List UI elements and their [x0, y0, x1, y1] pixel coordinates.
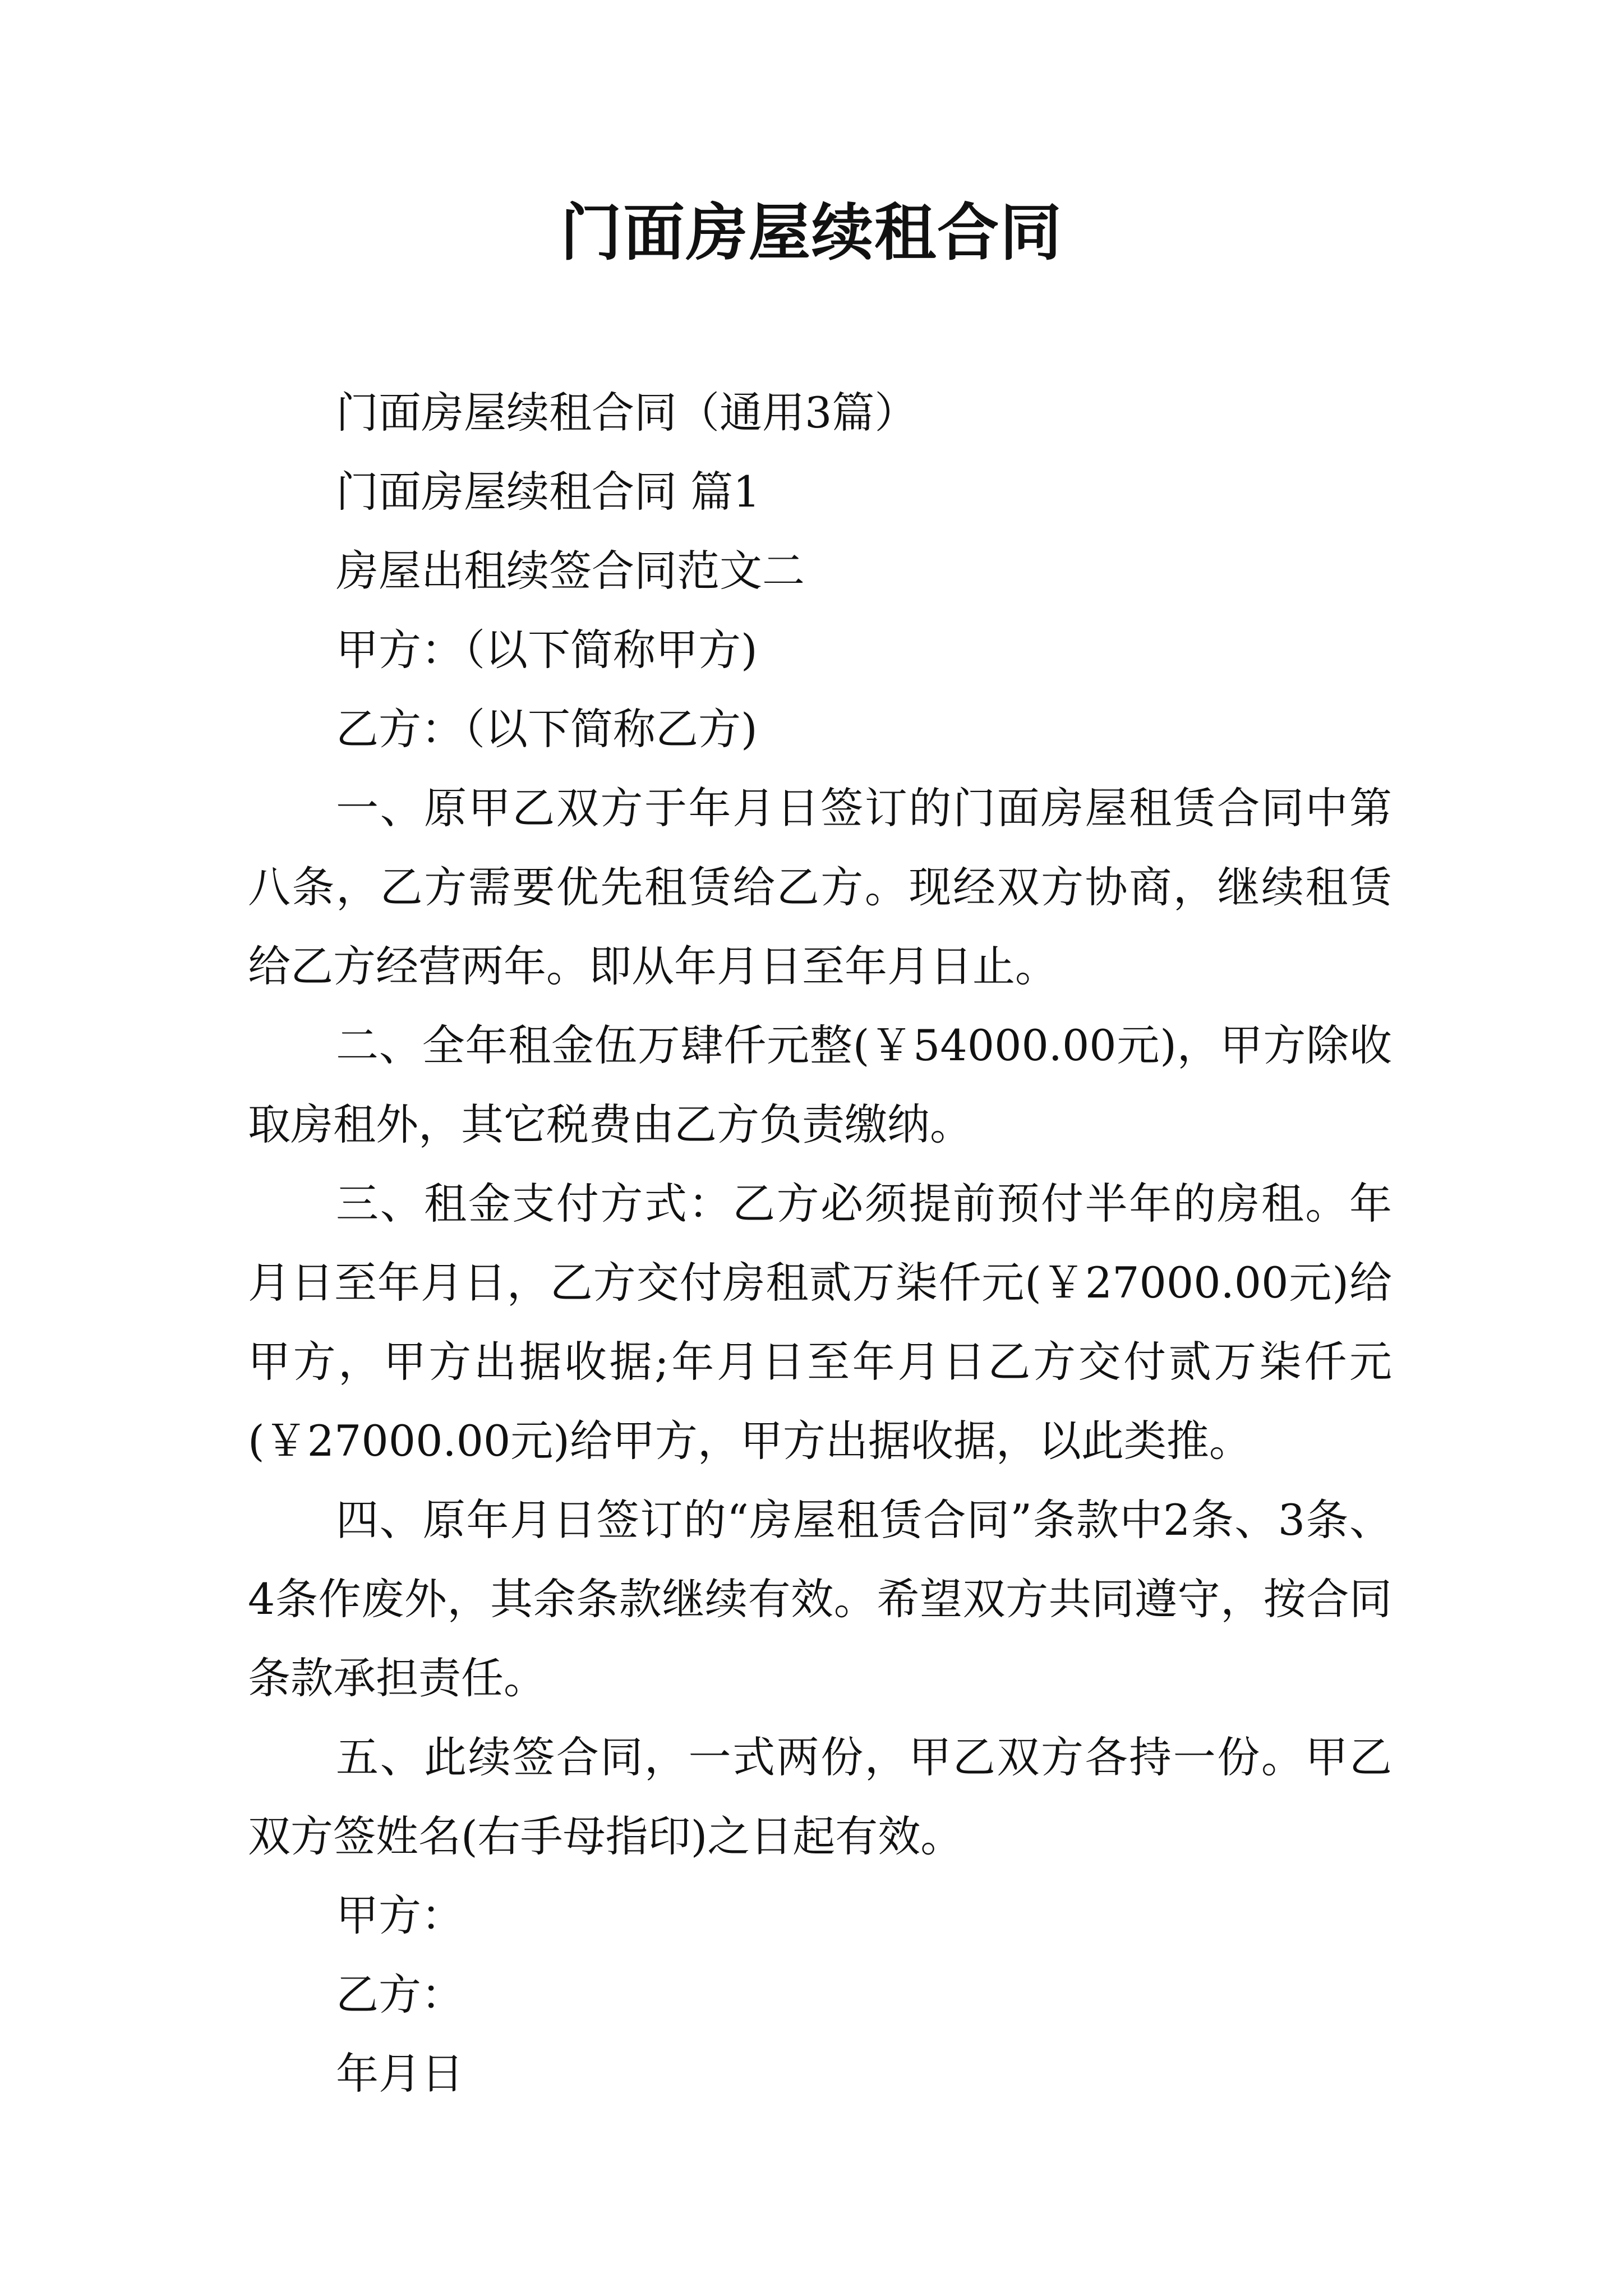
clause-3: 三、租金支付方式：乙方必须提前预付半年的房租。年月日至年月日，乙方交付房租贰万柒仟元(￥27000.00元)给甲方，甲方出据收据;年月日至年月日乙方交付贰万柒仟元(￥27000.00元)给甲方，甲方出据收据，以此类推。 — [248, 1179, 1392, 1466]
signature-party-a: 甲方： — [336, 1890, 464, 1940]
clause-5: 五、此续签合同，一式两份，甲乙双方各持一份。甲乙双方签姓名(右手母指印)之日起有效。 — [248, 1732, 1392, 1861]
party-a-line: 甲方：（以下简称甲方) — [336, 625, 758, 675]
clause-1: 一、原甲乙双方于年月日签订的门面房屋租赁合同中第八条，乙方需要优先租赁给乙方。现经双方协商，继续租赁给乙方经营两年。即从年月日至年月日止。 — [248, 783, 1392, 991]
header-line-part-title: 门面房屋续租合同 篇1 — [336, 467, 760, 517]
header-line-subtitle: 房屋出租续签合同范文二 — [336, 546, 805, 596]
signature-party-b: 乙方： — [336, 1970, 464, 2019]
document-title: 门面房屋续租合同 — [560, 196, 1063, 269]
signature-date: 年月日 — [336, 2049, 464, 2099]
clause-2: 二、全年租金伍万肆仟元整(￥54000.00元)，甲方除收取房租外，其它税费由乙方负责缴纳。 — [248, 1020, 1392, 1149]
party-b-line: 乙方：（以下简称乙方) — [336, 704, 758, 754]
clause-4: 四、原年月日签订的“房屋租赁合同”条款中2条、3条、4条作废外，其余条款继续有效。希望双方共同遵守，按合同条款承担责任。 — [248, 1495, 1392, 1703]
header-line-series-title: 门面房屋续租合同（通用3篇） — [336, 388, 917, 438]
document-body — [248, 373, 1392, 2113]
